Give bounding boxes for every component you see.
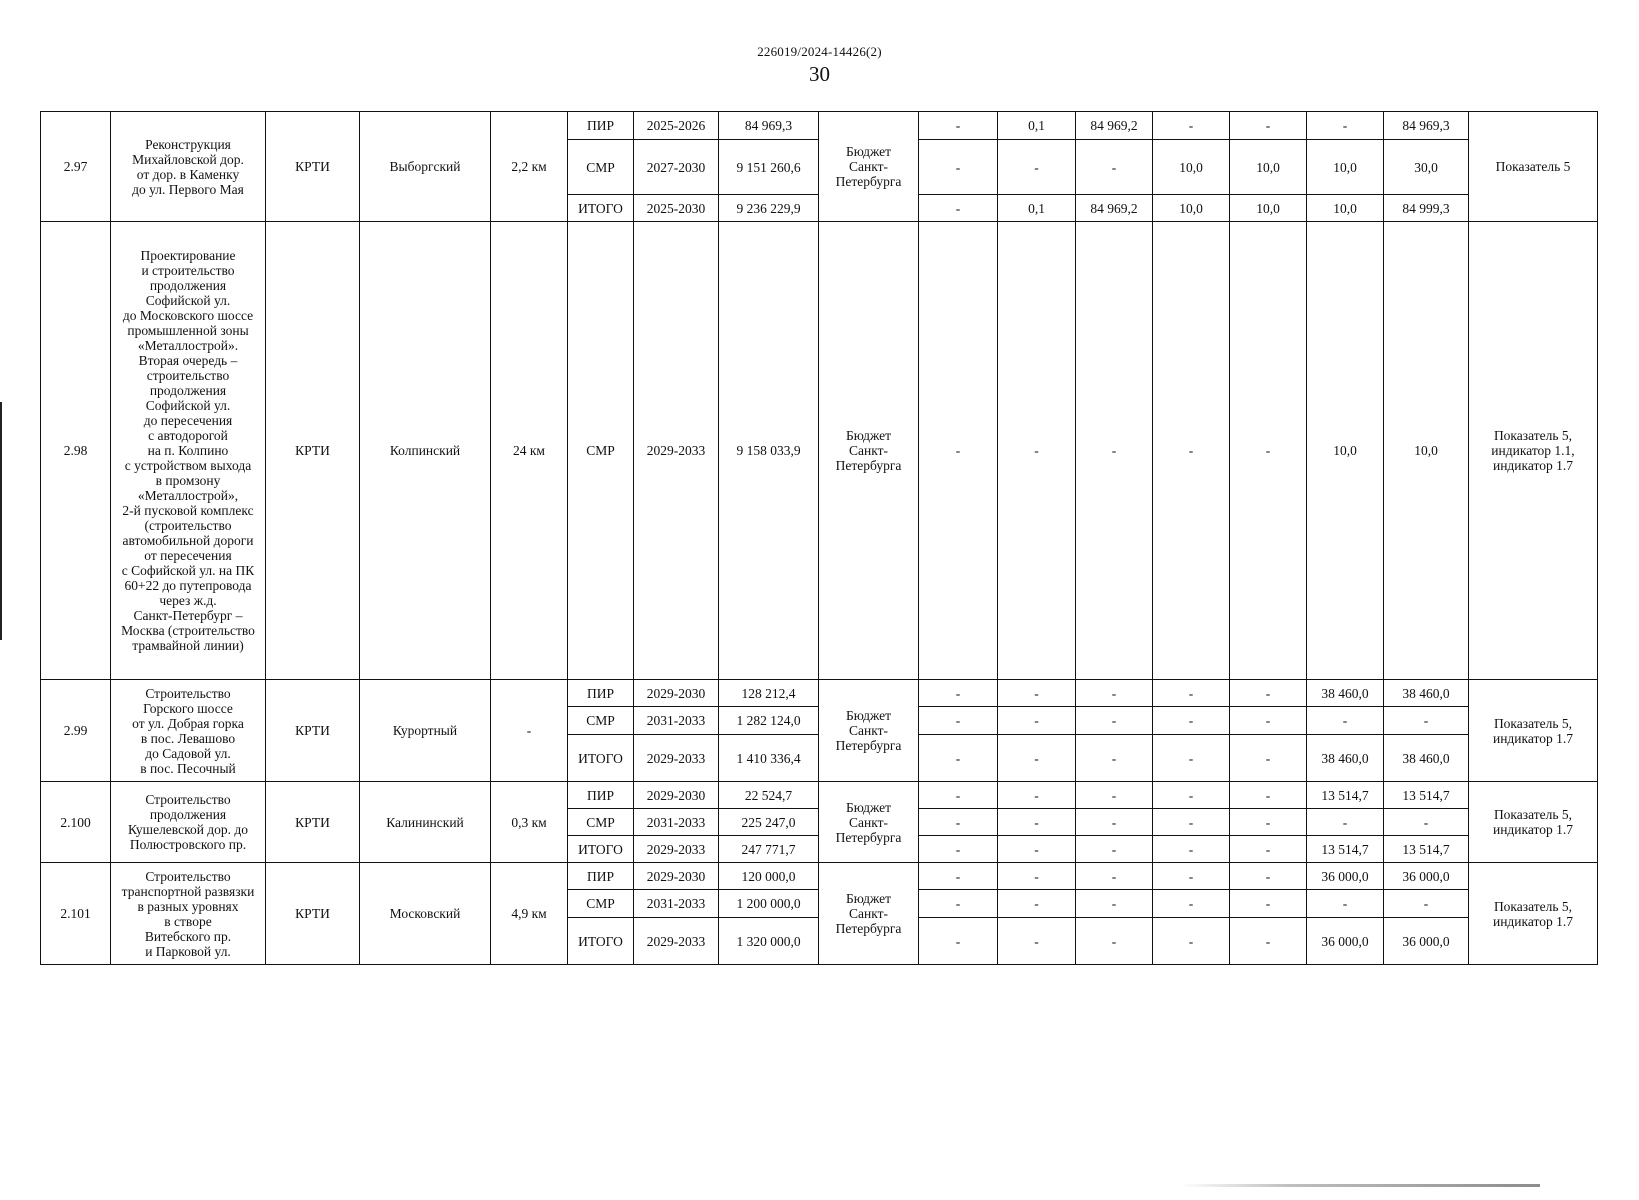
year-col-3: -: [1076, 836, 1153, 863]
funding-source-cell: Бюджет Санкт- Петербурга: [819, 112, 919, 222]
stage-cell: ИТОГО: [568, 918, 634, 965]
year-col-4: -: [1153, 707, 1230, 735]
total-cell: 38 460,0: [1384, 735, 1469, 782]
year-col-2: -: [998, 863, 1076, 890]
row-number-cell: 2.99: [41, 680, 111, 782]
cost-cell: 120 000,0: [719, 863, 819, 890]
total-cell: 84 969,3: [1384, 112, 1469, 140]
year-col-6: 10,0: [1307, 222, 1384, 680]
stage-cell: СМР: [568, 707, 634, 735]
year-col-1: -: [919, 195, 998, 222]
stage-cell: ПИР: [568, 112, 634, 140]
year-col-3: 84 969,2: [1076, 195, 1153, 222]
table-row: [41, 782, 1598, 809]
total-cell: 36 000,0: [1384, 863, 1469, 890]
year-col-2: -: [998, 735, 1076, 782]
cost-cell: 9 158 033,9: [719, 222, 819, 680]
year-col-4: -: [1153, 680, 1230, 707]
year-col-3: -: [1076, 782, 1153, 809]
district-cell: Калининский: [360, 782, 491, 863]
length-cell: -: [491, 680, 568, 782]
period-cell: 2029-2033: [634, 735, 719, 782]
stage-cell: СМР: [568, 809, 634, 836]
year-col-5: -: [1230, 890, 1307, 918]
year-col-5: -: [1230, 112, 1307, 140]
year-col-2: -: [998, 890, 1076, 918]
year-col-6: 13 514,7: [1307, 782, 1384, 809]
year-col-4: 10,0: [1153, 195, 1230, 222]
year-col-2: -: [998, 782, 1076, 809]
total-cell: 36 000,0: [1384, 918, 1469, 965]
year-col-4: -: [1153, 863, 1230, 890]
stage-cell: СМР: [568, 222, 634, 680]
year-col-3: -: [1076, 707, 1153, 735]
year-col-6: -: [1307, 809, 1384, 836]
period-cell: 2031-2033: [634, 707, 719, 735]
year-col-3: -: [1076, 222, 1153, 680]
year-col-4: 10,0: [1153, 140, 1230, 195]
object-description-cell: Строительство Горского шоссе от ул. Добрая горка в пос. Левашово до Садовой ул. в пос. Песочный: [111, 680, 266, 782]
year-col-4: -: [1153, 735, 1230, 782]
object-description-cell: Реконструкция Михайловской дор. от дор. в Каменку до ул. Первого Мая: [111, 112, 266, 222]
table-row: [41, 863, 1598, 890]
year-col-1: -: [919, 809, 998, 836]
total-cell: 30,0: [1384, 140, 1469, 195]
year-col-3: 84 969,2: [1076, 112, 1153, 140]
stage-cell: СМР: [568, 890, 634, 918]
customer-cell: КРТИ: [266, 222, 360, 680]
indicator-cell: Показатель 5, индикатор 1.1, индикатор 1.7: [1469, 222, 1598, 680]
document-id: 226019/2024-14426(2): [757, 44, 882, 59]
year-col-3: -: [1076, 735, 1153, 782]
year-col-1: -: [919, 782, 998, 809]
year-col-5: -: [1230, 707, 1307, 735]
year-col-4: -: [1153, 890, 1230, 918]
year-col-5: -: [1230, 782, 1307, 809]
year-col-2: 0,1: [998, 195, 1076, 222]
year-col-5: -: [1230, 918, 1307, 965]
year-col-3: -: [1076, 809, 1153, 836]
funding-source-cell: Бюджет Санкт- Петербурга: [819, 863, 919, 965]
row-number-cell: 2.97: [41, 112, 111, 222]
period-cell: 2031-2033: [634, 809, 719, 836]
year-col-2: -: [998, 140, 1076, 195]
indicator-cell: Показатель 5, индикатор 1.7: [1469, 863, 1598, 965]
year-col-4: -: [1153, 782, 1230, 809]
cost-cell: 22 524,7: [719, 782, 819, 809]
year-col-1: -: [919, 112, 998, 140]
funding-source-cell: Бюджет Санкт- Петербурга: [819, 222, 919, 680]
customer-cell: КРТИ: [266, 863, 360, 965]
year-col-1: -: [919, 680, 998, 707]
length-cell: 2,2 км: [491, 112, 568, 222]
year-col-5: 10,0: [1230, 195, 1307, 222]
year-col-1: -: [919, 836, 998, 863]
year-col-2: -: [998, 707, 1076, 735]
period-cell: 2029-2033: [634, 836, 719, 863]
year-col-5: -: [1230, 836, 1307, 863]
district-cell: Колпинский: [360, 222, 491, 680]
table-row: [41, 222, 1598, 680]
year-col-5: -: [1230, 809, 1307, 836]
cost-cell: 84 969,3: [719, 112, 819, 140]
indicator-cell: Показатель 5: [1469, 112, 1598, 222]
district-cell: Выборгский: [360, 112, 491, 222]
total-cell: -: [1384, 890, 1469, 918]
year-col-6: 38 460,0: [1307, 680, 1384, 707]
period-cell: 2031-2033: [634, 890, 719, 918]
indicator-cell: Показатель 5, индикатор 1.7: [1469, 680, 1598, 782]
cost-cell: 1 410 336,4: [719, 735, 819, 782]
total-cell: -: [1384, 707, 1469, 735]
year-col-3: -: [1076, 890, 1153, 918]
year-col-1: -: [919, 863, 998, 890]
stage-cell: СМР: [568, 140, 634, 195]
customer-cell: КРТИ: [266, 112, 360, 222]
year-col-2: -: [998, 680, 1076, 707]
total-cell: 13 514,7: [1384, 836, 1469, 863]
period-cell: 2029-2033: [634, 222, 719, 680]
object-description-cell: Проектирование и строительство продолжения Софийской ул. до Московского шоссе промышленной зоны «Металлострой». Вторая очередь – строительство продолжения Софийской ул. до пересечения с автодорогой на п. Колпино с устройством выхода в промзону «Металлострой», 2-й пусковой комплекс (строительство автомобильной дороги от пересечения с Софийской ул. на ПК 60+22 до путепровода через ж.д. Санкт-Петербург – Москва (строительство трамвайной линии): [111, 222, 266, 680]
year-col-6: 13 514,7: [1307, 836, 1384, 863]
year-col-4: -: [1153, 222, 1230, 680]
cost-cell: 9 151 260,6: [719, 140, 819, 195]
year-col-3: -: [1076, 140, 1153, 195]
year-col-1: -: [919, 222, 998, 680]
program-table: [40, 111, 1598, 965]
year-col-6: 10,0: [1307, 195, 1384, 222]
cost-cell: 247 771,7: [719, 836, 819, 863]
period-cell: 2029-2030: [634, 680, 719, 707]
period-cell: 2027-2030: [634, 140, 719, 195]
length-cell: 4,9 км: [491, 863, 568, 965]
year-col-2: -: [998, 809, 1076, 836]
total-cell: 13 514,7: [1384, 782, 1469, 809]
length-cell: 24 км: [491, 222, 568, 680]
year-col-4: -: [1153, 809, 1230, 836]
year-col-1: -: [919, 707, 998, 735]
row-number-cell: 2.101: [41, 863, 111, 965]
total-cell: 84 999,3: [1384, 195, 1469, 222]
period-cell: 2029-2033: [634, 918, 719, 965]
year-col-1: -: [919, 140, 998, 195]
stage-cell: ИТОГО: [568, 836, 634, 863]
year-col-6: -: [1307, 707, 1384, 735]
year-col-6: -: [1307, 890, 1384, 918]
year-col-4: -: [1153, 918, 1230, 965]
year-col-2: -: [998, 222, 1076, 680]
year-col-5: -: [1230, 735, 1307, 782]
year-col-3: -: [1076, 863, 1153, 890]
year-col-1: -: [919, 890, 998, 918]
stage-cell: ИТОГО: [568, 195, 634, 222]
total-cell: 38 460,0: [1384, 680, 1469, 707]
indicator-cell: Показатель 5, индикатор 1.7: [1469, 782, 1598, 863]
year-col-6: -: [1307, 112, 1384, 140]
page-number: 30: [809, 62, 830, 86]
customer-cell: КРТИ: [266, 680, 360, 782]
year-col-2: 0,1: [998, 112, 1076, 140]
table-row: [41, 680, 1598, 707]
district-cell: Курортный: [360, 680, 491, 782]
stage-cell: ИТОГО: [568, 735, 634, 782]
year-col-3: -: [1076, 918, 1153, 965]
total-cell: -: [1384, 809, 1469, 836]
year-col-6: 38 460,0: [1307, 735, 1384, 782]
period-cell: 2025-2030: [634, 195, 719, 222]
cost-cell: 1 200 000,0: [719, 890, 819, 918]
year-col-3: -: [1076, 680, 1153, 707]
cost-cell: 225 247,0: [719, 809, 819, 836]
cost-cell: 1 282 124,0: [719, 707, 819, 735]
year-col-2: -: [998, 918, 1076, 965]
cost-cell: 128 212,4: [719, 680, 819, 707]
stage-cell: ПИР: [568, 680, 634, 707]
year-col-4: -: [1153, 836, 1230, 863]
cost-cell: 9 236 229,9: [719, 195, 819, 222]
year-col-2: -: [998, 836, 1076, 863]
period-cell: 2029-2030: [634, 863, 719, 890]
object-description-cell: Строительство продолжения Кушелевской дор. до Полюстровского пр.: [111, 782, 266, 863]
funding-source-cell: Бюджет Санкт- Петербурга: [819, 680, 919, 782]
year-col-6: 36 000,0: [1307, 918, 1384, 965]
stage-cell: ПИР: [568, 863, 634, 890]
scan-edge-mark: [0, 402, 2, 640]
row-number-cell: 2.98: [41, 222, 111, 680]
year-col-1: -: [919, 735, 998, 782]
funding-source-cell: Бюджет Санкт- Петербурга: [819, 782, 919, 863]
year-col-6: 36 000,0: [1307, 863, 1384, 890]
table-row: [41, 112, 1598, 140]
cost-cell: 1 320 000,0: [719, 918, 819, 965]
stage-cell: ПИР: [568, 782, 634, 809]
year-col-5: -: [1230, 680, 1307, 707]
year-col-1: -: [919, 918, 998, 965]
year-col-6: 10,0: [1307, 140, 1384, 195]
scan-stain: [1180, 1184, 1540, 1187]
object-description-cell: Строительство транспортной развязки в разных уровнях в створе Витебского пр. и Парковой ул.: [111, 863, 266, 965]
total-cell: 10,0: [1384, 222, 1469, 680]
customer-cell: КРТИ: [266, 782, 360, 863]
year-col-4: -: [1153, 112, 1230, 140]
period-cell: 2025-2026: [634, 112, 719, 140]
length-cell: 0,3 км: [491, 782, 568, 863]
year-col-5: -: [1230, 863, 1307, 890]
period-cell: 2029-2030: [634, 782, 719, 809]
district-cell: Московский: [360, 863, 491, 965]
year-col-5: 10,0: [1230, 140, 1307, 195]
row-number-cell: 2.100: [41, 782, 111, 863]
year-col-5: -: [1230, 222, 1307, 680]
